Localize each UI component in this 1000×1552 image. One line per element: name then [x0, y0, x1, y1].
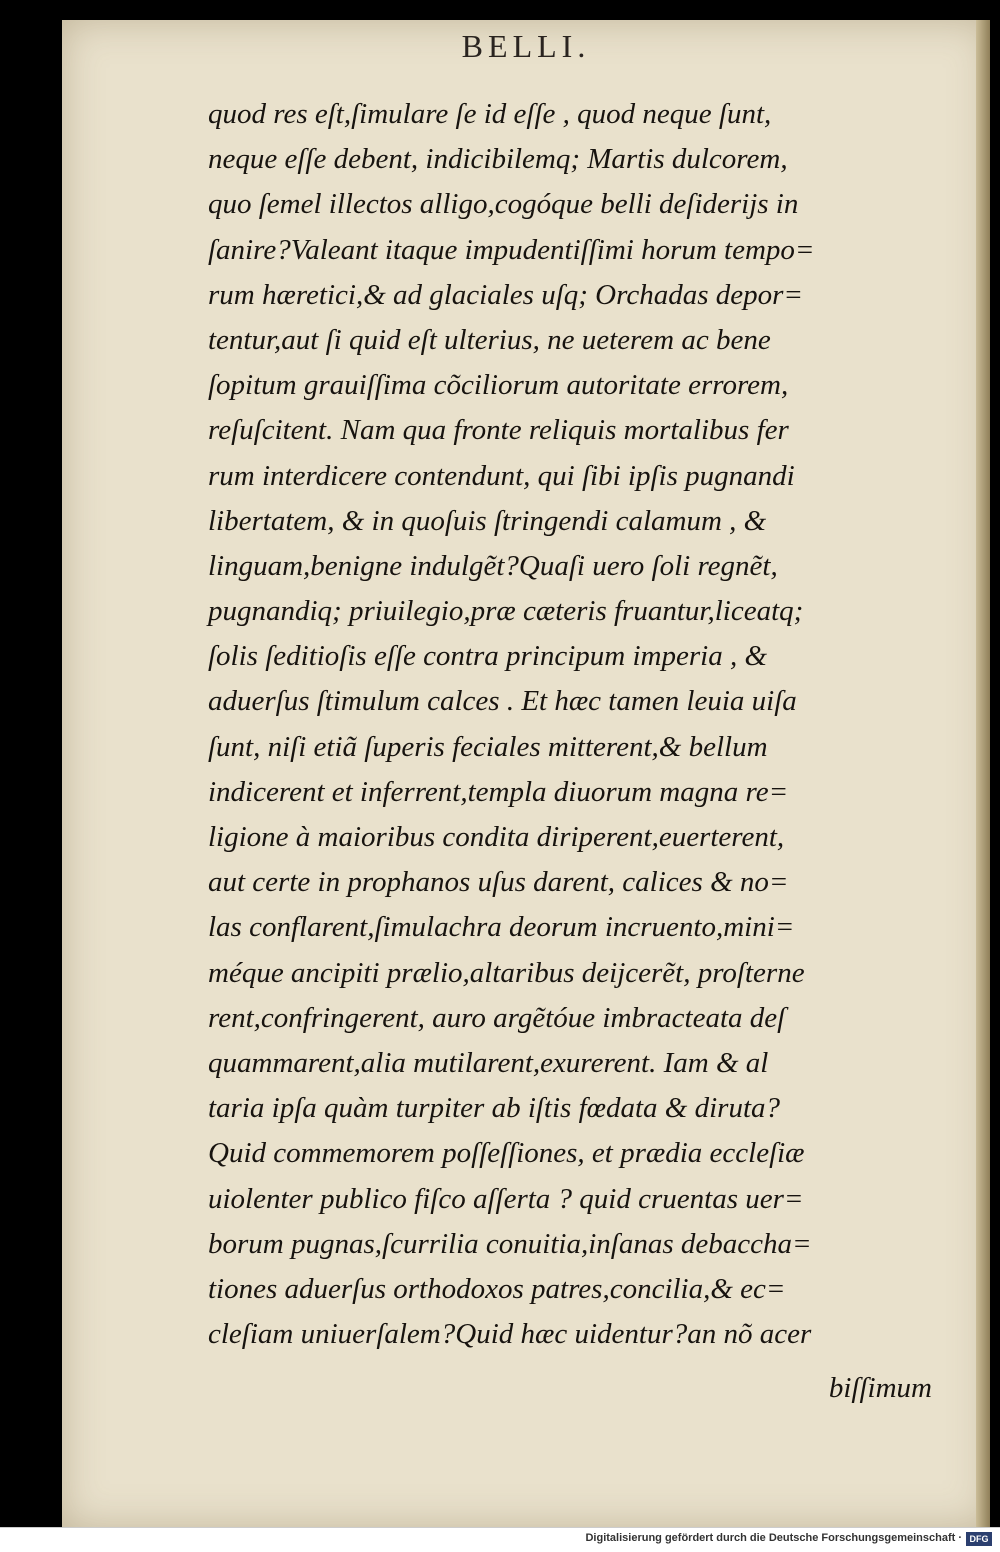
text-line: taria ipſa quàm turpiter ab iſtis fœdata & diruta?	[208, 1092, 780, 1125]
text-line: tentur,aut ſi quid eſt ulterius, ne ueterem ac bene	[208, 323, 771, 356]
funding-credit: Digitalisierung gefördert durch die Deutsche Forschungsgemeinschaft ·	[585, 1532, 962, 1544]
body-text	[208, 92, 978, 1357]
text-line: borum pugnas,ſcurrilia conuitia,inſanas debaccha=	[208, 1227, 812, 1260]
text-line: quammarent,alia mutilarent,exurerent. Iam & al	[208, 1046, 769, 1079]
text-line: ſopitum grauiſſima cõciliorum autoritate errorem,	[208, 369, 789, 402]
text-line: quod res eſt,ſimulare ſe id eſſe , quod neque ſunt,	[208, 98, 772, 130]
text-line: neque eſſe debent, indicibilemq; Martis dulcorem,	[208, 143, 788, 176]
text-line: uiolenter publico fiſco aſſerta ? quid cruentas uer=	[208, 1182, 804, 1215]
page-scan	[62, 20, 990, 1528]
text-line: méque ancipiti prælio,altaribus deijcerẽt, proſterne	[208, 956, 805, 989]
text-line: ligione à maioribus condita diriperent,euerterent,	[208, 821, 785, 853]
text-line: reſuſcitent. Nam qua fronte reliquis mortalibus fer	[208, 414, 789, 447]
text-line: tiones aduerſus orthodoxos patres,concilia,& ec=	[208, 1272, 786, 1305]
text-line: aduerſus ſtimulum calces . Et hæc tamen leuia uiſa	[208, 685, 797, 718]
text-line: rum interdicere contendunt, qui ſibi ipſis pugnandi	[208, 459, 795, 492]
text-line: cleſiam uniuerſalem?Quid hæc uidentur?an nõ acer	[208, 1318, 812, 1351]
text-line: rent,confringerent, auro argẽtóue imbracteata deſ	[208, 1001, 786, 1034]
text-line: indicerent et inferrent,templa diuorum magna re=	[208, 775, 789, 808]
text-line: pugnandiq; priuilegio,præ cæteris fruantur,liceatq;	[208, 595, 804, 628]
text-line: ſolis ſeditioſis eſſe contra principum imperia , &	[208, 640, 768, 673]
text-line: aut certe in prophanos uſus darent, calices & no=	[208, 866, 789, 899]
text-line: ſanire?Valeant itaque impudentiſſimi horum tempo=	[208, 233, 815, 266]
text-line: quo ſemel illectos alligo,cogóque belli deſiderijs in	[208, 188, 799, 221]
catchword: biſſimum	[828, 1372, 932, 1404]
dfg-logo-icon: DFG	[966, 1532, 992, 1546]
text-line: Quid commemorem poſſeſſiones, et prædia eccleſiæ	[208, 1137, 805, 1170]
text-line: libertatem, & in quoſuis ſtringendi calamum , &	[208, 504, 767, 537]
text-line: ſunt, niſi etiã ſuperis feciales mitterent,& bellum	[208, 730, 768, 763]
footer-bar	[0, 1527, 1000, 1552]
text-line: linguam,benigne indulgẽt?Quaſi uero ſoli regnẽt,	[208, 549, 778, 582]
text-line: las conflarent,ſimulachra deorum incruento,mini=	[208, 911, 795, 944]
running-head: BELLI.	[461, 28, 591, 64]
text-line: rum hæretici,& ad glaciales uſq; Orchadas depor=	[208, 278, 803, 311]
page-edge	[976, 20, 990, 1528]
